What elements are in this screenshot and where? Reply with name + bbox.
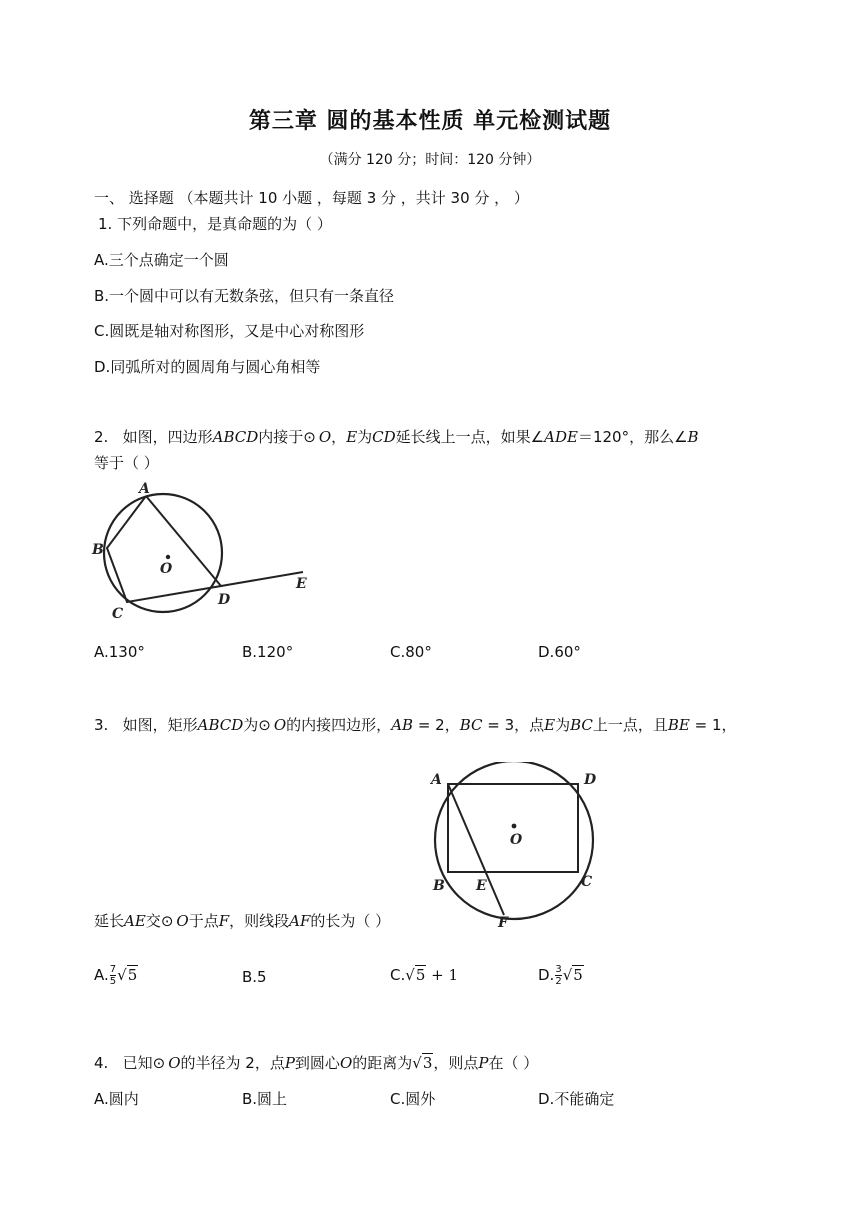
label-c: C: [581, 874, 593, 890]
stem-text: 为: [555, 716, 571, 734]
label-e: E: [296, 576, 307, 592]
label-e: E: [476, 878, 487, 894]
stem-text: = 2，: [413, 716, 460, 734]
question-4-stem: [94, 1052, 538, 1073]
stem-text: 如图，四边形: [122, 428, 213, 446]
math-symbol: O: [339, 1054, 353, 1072]
question-3-option-c: [390, 966, 458, 984]
denominator: 2: [555, 976, 562, 987]
circle-o: [104, 494, 222, 612]
question-3-option-a: [94, 964, 138, 987]
label-a: A: [431, 772, 442, 788]
stem-text: 如图，矩形: [122, 716, 198, 734]
math-symbol: ADE: [544, 428, 578, 446]
math-symbol: O: [176, 912, 189, 930]
numerator: 7: [109, 964, 117, 975]
label-a: A: [139, 481, 150, 497]
question-3-figure: [426, 762, 606, 932]
question-number: 2.: [94, 428, 109, 446]
question-1-option-d: D.同弧所对的圆周角与圆心角相等: [94, 358, 321, 376]
math-symbol: P: [284, 1054, 295, 1072]
radicand: 5: [573, 966, 583, 984]
stem-text: 的半径为 2，点: [180, 1054, 285, 1072]
stem-text: = 1，: [689, 716, 737, 734]
math-symbol: BC: [570, 716, 593, 734]
question-4-option-c: C.圆外: [390, 1090, 436, 1108]
math-symbol: E: [544, 716, 556, 734]
question-1-option-c: C.圆既是轴对称图形，又是中心对称图形: [94, 322, 365, 340]
page-subtitle: （满分 120 分；时间：120 分钟）: [319, 152, 541, 168]
stem-text: 上一点，且: [592, 716, 668, 734]
radicand: 5: [127, 966, 138, 984]
question-2-stem-line2: 等于（ ）: [94, 454, 159, 472]
square-root: √3: [412, 1054, 433, 1072]
square-root: √5: [562, 966, 583, 984]
stem-text: 交⊙: [145, 912, 174, 930]
math-symbol: ABCD: [212, 428, 259, 446]
label-o: O: [510, 832, 523, 848]
center-point: [166, 555, 170, 559]
math-symbol: O: [273, 716, 287, 734]
stem-text: 的内接四边形，: [286, 716, 392, 734]
stem-text: 的距离为: [352, 1054, 413, 1072]
question-4-option-b: B.圆上: [242, 1090, 288, 1108]
label-b: B: [433, 878, 445, 894]
fraction: [555, 964, 561, 987]
label-c: C: [112, 606, 124, 622]
question-2-option-c: C.80°: [390, 643, 432, 661]
fraction: [110, 964, 116, 987]
math-symbol: P: [478, 1054, 489, 1072]
math-symbol: AF: [289, 912, 311, 930]
stem-text: 于点: [188, 912, 219, 930]
stem-text: 的长为（ ）: [310, 912, 391, 930]
stem-text: 为: [357, 428, 373, 446]
math-symbol: BC: [459, 716, 483, 734]
square-root: √5: [117, 966, 138, 984]
math-symbol: BE: [667, 716, 690, 734]
option-text: + 1: [426, 966, 459, 984]
numerator: 3: [555, 964, 562, 975]
line-de: [221, 572, 303, 586]
math-symbol: AE: [124, 912, 146, 930]
math-symbol: AB: [391, 716, 414, 734]
math-symbol: B: [687, 428, 699, 446]
math-symbol: ABCD: [197, 716, 244, 734]
label-f: F: [498, 915, 508, 931]
square-root: √5: [405, 966, 426, 984]
option-letter: D.: [538, 966, 555, 984]
math-symbol: E: [346, 428, 358, 446]
stem-text: ＝120°，那么∠: [577, 428, 688, 446]
page-title: 第三章 圆的基本性质 单元检测试题: [248, 109, 612, 134]
stem-text: ，则点: [433, 1054, 479, 1072]
question-3-option-b: B.5: [242, 968, 267, 986]
math-symbol: CD: [372, 428, 396, 446]
question-2-figure: [88, 478, 318, 628]
stem-text: ，则线段: [229, 912, 290, 930]
question-3-stem: [94, 714, 737, 735]
section-header: 一、 选择题 （本题共计 10 小题 ，每题 3 分 ，共计 30 分 ， ）: [94, 189, 529, 207]
denominator: 5: [109, 976, 117, 987]
stem-text: 延长: [94, 912, 125, 930]
question-4-option-d: D.不能确定: [538, 1090, 615, 1108]
center-point: [512, 824, 517, 829]
math-symbol: O: [168, 1054, 181, 1072]
stem-text: 内接于⊙: [258, 428, 316, 446]
question-3-stem-line2: [94, 910, 390, 931]
label-d: D: [584, 772, 597, 788]
math-symbol: F: [218, 912, 230, 930]
radicand: 3: [422, 1054, 433, 1072]
stem-text: 已知⊙: [122, 1054, 166, 1072]
label-o: O: [160, 561, 173, 577]
question-2-option-a: A.130°: [94, 643, 145, 661]
stem-text: 为⊙: [243, 716, 271, 734]
math-symbol: O: [318, 428, 332, 446]
question-1-option-a: A.三个点确定一个圆: [94, 251, 229, 269]
radicand: 5: [415, 966, 426, 984]
label-b: B: [92, 542, 104, 558]
question-2-option-b: B.120°: [242, 643, 294, 661]
question-number: 4.: [94, 1054, 109, 1072]
question-2-stem: [94, 426, 699, 447]
question-1-stem: 1. 下列命题中，是真命题的为（ ）: [98, 215, 332, 233]
stem-text: 在（ ）: [488, 1054, 539, 1072]
question-number: 3.: [94, 716, 109, 734]
question-3-option-d: [538, 964, 584, 987]
stem-text: = 3，点: [482, 716, 545, 734]
option-letter: C.: [390, 966, 406, 984]
stem-text: 到圆心: [294, 1054, 340, 1072]
label-d: D: [218, 592, 231, 608]
question-2-option-d: D.60°: [538, 643, 581, 661]
stem-text: ，: [331, 428, 347, 446]
question-1-option-b: B.一个圆中可以有无数条弦，但只有一条直径: [94, 287, 395, 305]
option-letter: A.: [94, 966, 109, 984]
question-4-option-a: A.圆内: [94, 1090, 139, 1108]
stem-text: 延长线上一点，如果∠: [395, 428, 545, 446]
